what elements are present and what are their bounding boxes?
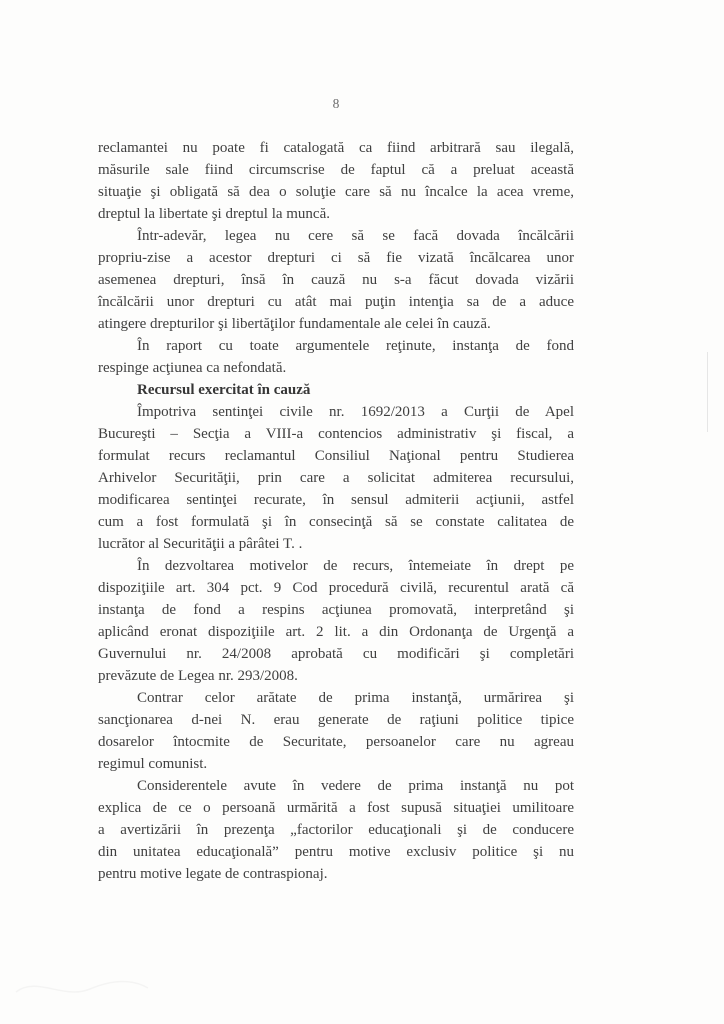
text-line: respinge acţiunea ca nefondată. bbox=[98, 360, 287, 376]
text-line: cum a fost formulată şi în consecinţă să se constate calitatea de bbox=[98, 514, 574, 530]
text-line: În dezvoltarea motivelor de recurs, întemeiate în drept pe bbox=[137, 558, 574, 574]
text-line: măsurile sale fiind circumscrise de faptul că a preluat această bbox=[98, 162, 574, 178]
text-line: din unitatea educaţională” pentru motive exclusiv politice şi nu bbox=[98, 844, 574, 860]
text-line: formulat recurs reclamantul Consiliul Naţional pentru Studierea bbox=[98, 448, 574, 464]
text-line: încălcării unor drepturi cu atât mai puţin intenţia sa de a aduce bbox=[98, 294, 574, 310]
scan-artifact-vertical-line bbox=[707, 352, 708, 432]
text-line: Bucureşti – Secţia a VIII-a contencios administrativ şi fiscal, a bbox=[98, 426, 574, 442]
text-line: regimul comunist. bbox=[98, 756, 208, 772]
text-line: dispoziţiile art. 304 pct. 9 Cod procedură civilă, recurentul arată că bbox=[98, 580, 574, 596]
text-line: lucrător al Securităţii a pârâtei T. . bbox=[98, 536, 303, 552]
paragraph bbox=[98, 401, 574, 555]
paragraph bbox=[98, 555, 574, 687]
page-number: 8 bbox=[332, 96, 340, 111]
text-line: Recursul exercitat în cauză bbox=[137, 382, 311, 398]
paragraph bbox=[98, 225, 574, 335]
text-line: Contrar celor arătate de prima instanţă, urmărirea şi bbox=[137, 690, 574, 706]
text-line: situaţie şi obligată să dea o soluţie care să nu încalce la acea vreme, bbox=[98, 184, 574, 200]
text-line: În raport cu toate argumentele reţinute, instanţa de fond bbox=[137, 338, 574, 354]
text-line: a avertizării în prezenţa „factorilor educaţionali şi de conducere bbox=[98, 822, 574, 838]
paragraph bbox=[98, 137, 574, 225]
paragraph bbox=[98, 775, 574, 885]
paragraph bbox=[98, 687, 574, 775]
text-line: pentru motive legate de contraspionaj. bbox=[98, 866, 328, 882]
text-line: Guvernului nr. 24/2008 aprobată cu modificări şi completări bbox=[98, 646, 574, 662]
text-line: atingere drepturilor şi libertăţilor fundamentale ale celei în cauză. bbox=[98, 316, 491, 332]
text-line: dosarelor întocmite de Securitate, persoanelor care nu agreau bbox=[98, 734, 574, 750]
text-line: Împotriva sentinţei civile nr. 1692/2013 a Curţii de Apel bbox=[137, 404, 574, 420]
section-heading bbox=[98, 379, 574, 401]
text-line: explica de ce o persoană urmărită a fost supusă situaţiei umilitoare bbox=[98, 800, 574, 816]
text-line: dreptul la libertate şi dreptul la muncă. bbox=[98, 206, 331, 222]
text-line: propriu-zise a acestor drepturi ci să fie vizată încălcarea unor bbox=[98, 250, 574, 266]
text-line: Arhivelor Securităţii, prin care a solicitat admiterea recursului, bbox=[98, 470, 574, 486]
text-line: sancţionarea d-nei N. erau generate de raţiuni politice tipice bbox=[98, 712, 574, 728]
text-line: modificarea sentinţei recurate, în sensul admiterii acţiunii, astfel bbox=[98, 492, 574, 508]
text-line: prevăzute de Legea nr. 293/2008. bbox=[98, 668, 298, 684]
document-body bbox=[98, 137, 574, 885]
scan-artifact-smudge bbox=[12, 962, 152, 1012]
text-line: Considerentele avute în vedere de prima instanţă nu pot bbox=[137, 778, 574, 794]
paragraph bbox=[98, 335, 574, 379]
text-line: aplicând eronat dispoziţiile art. 2 lit. a din Ordonanţa de Urgenţă a bbox=[98, 624, 574, 640]
text-line: reclamantei nu poate fi catalogată ca fiind arbitrară sau ilegală, bbox=[98, 140, 574, 156]
text-line: instanţa de fond a respins acţiunea promovată, interpretând şi bbox=[98, 602, 574, 618]
text-line: asemenea drepturi, însă în cauză nu s-a făcut dovada vizării bbox=[98, 272, 574, 288]
text-line: Într-adevăr, legea nu cere să se facă dovada încălcării bbox=[137, 228, 574, 244]
